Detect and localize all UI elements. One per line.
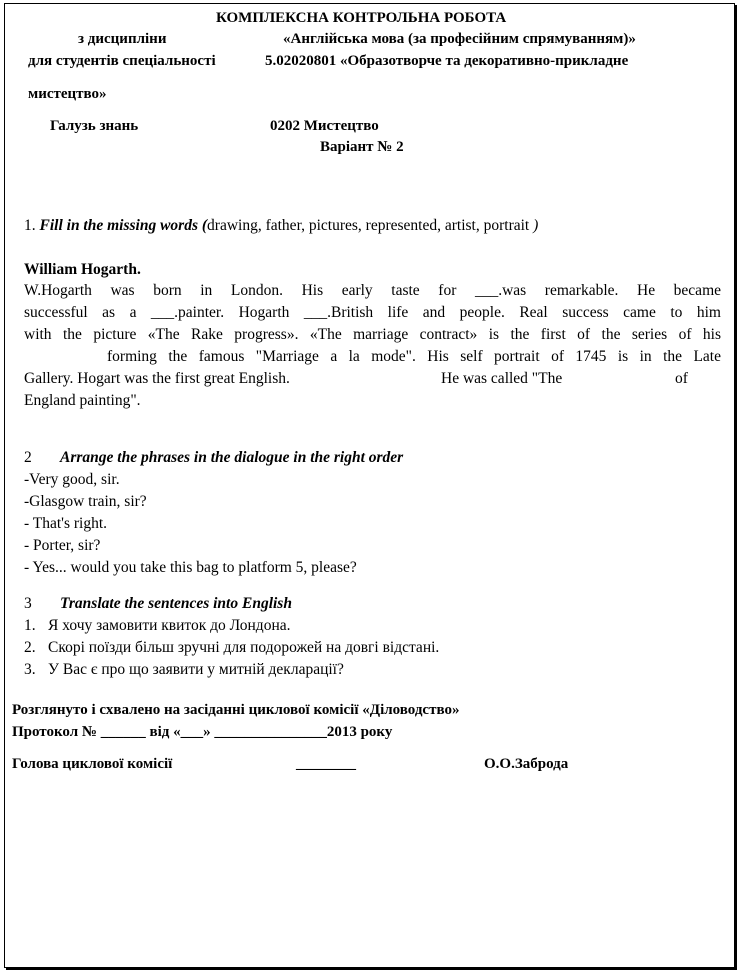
passage-line-5a: Gallery. Hogart was the first great English. [24, 370, 290, 387]
passage-line-5b: He was called "The [441, 370, 563, 387]
head-name: О.О.Заброда [484, 756, 569, 772]
task1-number: 1. [24, 217, 36, 234]
translate-text: Я хочу замовити квиток до Лондона. [48, 617, 291, 634]
task1-words: drawing, father, pictures, represented, artist, portrait [207, 217, 530, 234]
dialogue-line-5: - Yes... would you take this bag to platform 5, please? [24, 559, 357, 576]
translate-item-2 [24, 637, 439, 659]
translate-num: 1. [24, 617, 36, 634]
passage-heading: William Hogarth. [24, 261, 141, 278]
dialogue-line-4: - Porter, sir? [24, 537, 101, 554]
field-value: 0202 Мистецтво [270, 118, 379, 134]
translate-item-3 [24, 659, 344, 681]
specialty-value: 5.02020801 «Образотворче та декоративно-прикладне [265, 53, 629, 69]
task2-title: Arrange the phrases in the dialogue in the right order [60, 449, 404, 466]
translate-item-1 [24, 615, 291, 637]
translate-num: 3. [24, 661, 36, 678]
dialogue-line-2: -Glasgow train, sir? [24, 493, 147, 510]
task1-close: ) [533, 217, 539, 234]
task2-heading [24, 447, 403, 469]
approved-note: Розглянуто і схвалено на засіданні циклової комісії «Діловодство» [12, 702, 460, 718]
translate-text: У Вас є про що заявити у митній декларації? [48, 661, 344, 678]
discipline-value: «Англійська мова (за професійним спрямуванням)» [283, 31, 636, 47]
protocol-line: Протокол № ______ від «___» _______________2013 року [12, 724, 393, 740]
doc-title: КОМПЛЕКСНА КОНТРОЛЬНА РОБОТА [216, 10, 507, 26]
passage-line-4: forming the famous "Marriage a la mode". His self portrait of 1745 is in the Late [107, 348, 721, 365]
task3-number: 3 [24, 595, 32, 612]
passage-line-6: England painting". [24, 392, 141, 409]
translate-text: Скорі поїзди більш зручні для подорожей на довгі відстані. [48, 639, 440, 656]
passage-line-2: successful as a ___.painter. Hogarth ___.British life and people. Real success came to him [24, 304, 721, 321]
head-label: Голова циклової комісії [12, 756, 173, 772]
dialogue-line-1: -Very good, sir. [24, 471, 120, 488]
variant: Варіант № 2 [320, 139, 404, 155]
passage-line-3: with the picture «The Rake progress». «The marriage contract» is the first of the series of his [24, 326, 721, 343]
task1-title: Fill in the missing words ( [39, 217, 208, 234]
passage-line-1: W.Hogarth was born in London. His early taste for ___.was remarkable. He became [24, 282, 721, 299]
field-label: Галузь знань [50, 118, 139, 134]
specialty-label: для студентів спеціальності [28, 53, 216, 69]
translate-num: 2. [24, 639, 36, 656]
task1-heading [24, 215, 538, 237]
task3-heading [24, 593, 292, 615]
task3-title: Translate the sentences into English [60, 595, 292, 612]
signature-line: ________ [296, 756, 356, 772]
specialty-cont: мистецтво» [28, 86, 107, 102]
dialogue-line-3: - That's right. [24, 515, 108, 532]
passage-line-5c: of [675, 370, 688, 387]
discipline-label: з дисципліни [78, 31, 167, 47]
task2-number: 2 [24, 449, 32, 466]
